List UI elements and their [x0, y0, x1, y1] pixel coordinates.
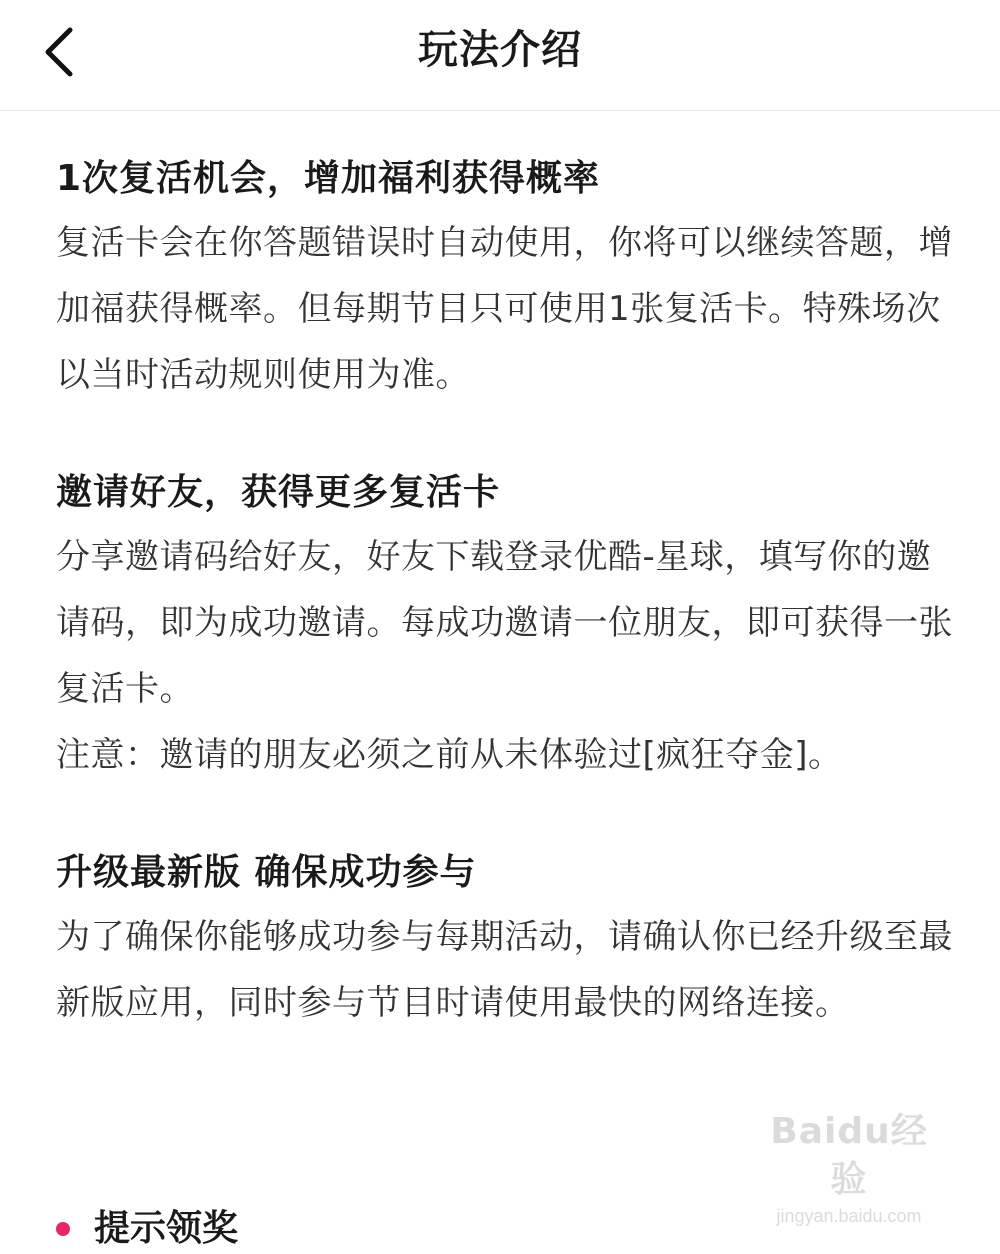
- next-section-heading-text: 提示领奖: [94, 1208, 239, 1249]
- bullet-dot-icon: [56, 1222, 70, 1236]
- rules-content: [56, 148, 956, 1090]
- section-body: [56, 904, 956, 1036]
- watermark-logo: Baidu经验: [770, 1111, 928, 1200]
- next-section-heading: [56, 1204, 238, 1254]
- baidu-jingyan-watermark: [754, 1108, 944, 1226]
- section-note: 注意：邀请的朋友必须之前从未体验过[疯狂夺金]。: [56, 735, 843, 775]
- section-body: [56, 210, 956, 408]
- watermark-url: jingyan.baidu.com: [776, 1206, 922, 1226]
- section-upgrade: [56, 842, 956, 1036]
- page-title: 玩法介绍: [418, 27, 582, 73]
- section-revival-chance: [56, 148, 956, 408]
- section-paragraph: 分享邀请码给好友，好友下载登录优酷-星球，填写你的邀请码，即为成功邀请。每成功邀请一位朋友，即可获得一张复活卡。: [56, 537, 953, 709]
- section-body: [56, 524, 956, 788]
- section-invite-friends: [56, 462, 956, 788]
- nav-bar: [0, 0, 1000, 111]
- section-heading: 1次复活机会，增加福利获得概率: [56, 158, 601, 199]
- section-paragraph: 为了确保你能够成功参与每期活动，请确认你已经升级至最新版应用，同时参与节目时请使用最快的网络连接。: [56, 917, 953, 1023]
- section-paragraph: 复活卡会在你答题错误时自动使用，你将可以继续答题，增加福获得概率。但每期节目只可使用1张复活卡。特殊场次以当时活动规则使用为准。: [56, 223, 953, 395]
- section-heading: 邀请好友，获得更多复活卡: [56, 472, 501, 513]
- section-heading: 升级最新版 确保成功参与: [56, 852, 477, 893]
